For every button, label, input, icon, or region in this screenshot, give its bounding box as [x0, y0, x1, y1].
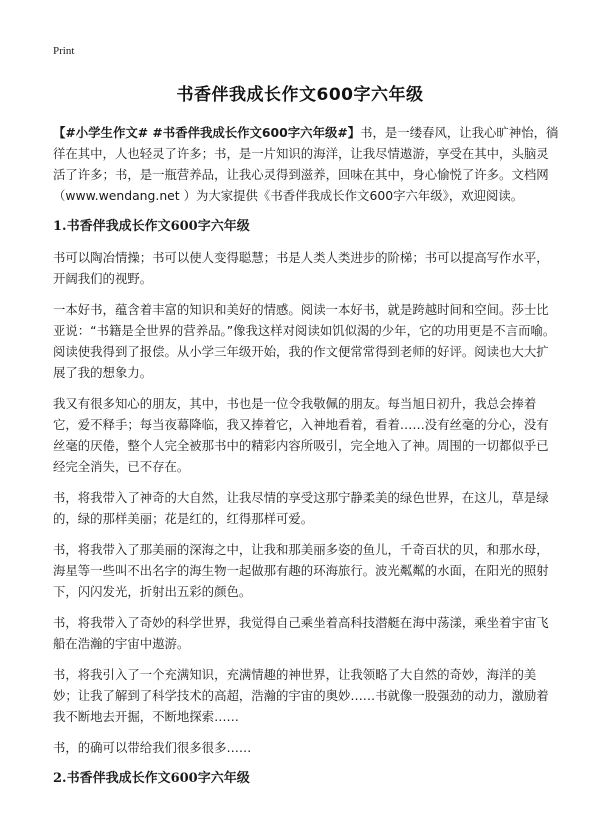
paragraph: 书可以陶冶情操；书可以使人变得聪慧；书是人类人类进步的阶梯；书可以提高写作水平，开阔我们的视野。 — [53, 250, 549, 286]
paragraph: 我又有很多知心的朋友，其中，书也是一位令我敬佩的朋友。每当旭日初升，我总会捧着它，爱不释手；每当夜幕降临，我又捧着它，入神地看着，看着……没有丝毫的分心，没有丝毫的厌倦，整个人完全被那书中的精彩内容所吸引，完全地入了神。周围的一切都似乎已经完全消失，已不存在。 — [53, 396, 549, 474]
paragraph: 书，将我引入了一个充满知识，充满情趣的神世界，让我领略了大自然的奇妙，海洋的美妙；让我了解到了科学技术的高超，浩瀚的宇宙的奥妙……书就像一股强劲的动力，激励着我不断地去开掘，不断地探索…… — [53, 667, 549, 724]
paragraph: 书，将我带入了那美丽的深海之中，让我和那美丽多姿的鱼儿，千奇百状的贝，和那水母，海星等一些叫不出名字的海生物一起做那有趣的环海旅行。波光粼粼的水面，在阳光的照射下，闪闪发光，折射出五彩的颜色。 — [53, 542, 549, 599]
intro-text: 书，是一缕春风，让我心旷神怡，徜徉在其中，人也轻灵了许多；书，是一片知识的海洋，让我尽情遨游，享受在其中，头脑灵活了许多；书，是一瓶营养品，让我心灵得到滋养，回味在其中，身心愉悦了许多。文档网（www.wendang.net ）为大家提供《书香伴我成长作文600字六年级》，欢迎阅读。 — [53, 125, 559, 203]
print-link[interactable]: Print — [53, 45, 75, 57]
document-body — [53, 122, 559, 799]
paragraph: 书，将我带入了奇妙的科学世界，我觉得自己乘坐着高科技潜艇在海中荡漾，乘坐着宇宙飞船在浩瀚的宇宙中遨游。 — [53, 615, 549, 651]
section-heading-1: 1.书香伴我成长作文600字六年级 — [53, 219, 250, 234]
paragraph: 一本好书，蕴含着丰富的知识和美好的情感。阅读一本好书，就是跨越时间和空间。莎士比亚说：“书籍是全世界的营养品。”像我这样对阅读如饥似渴的少年，它的功用更是不言而喻。阅读使我得到了报偿。从小学三年级开始，我的作文便常常得到老师的好评。阅读也大大扩展了我的想象力。 — [53, 302, 556, 380]
intro-paragraph — [53, 122, 559, 206]
section-heading-2: 2.书香伴我成长作文600字六年级 — [53, 771, 250, 786]
paragraph: 书，的确可以带给我们很多很多…… — [53, 740, 252, 755]
paragraph: 书，将我带入了神奇的大自然，让我尽情的享受这那宁静柔美的绿色世界，在这儿，草是绿的，绿的那样美丽；花是红的，红得那样可爱。 — [53, 490, 549, 526]
document-title: 书香伴我成长作文600字六年级 — [176, 85, 424, 105]
intro-tags: 【#小学生作文# #书香伴我成长作文600字六年级#】 — [53, 125, 361, 140]
